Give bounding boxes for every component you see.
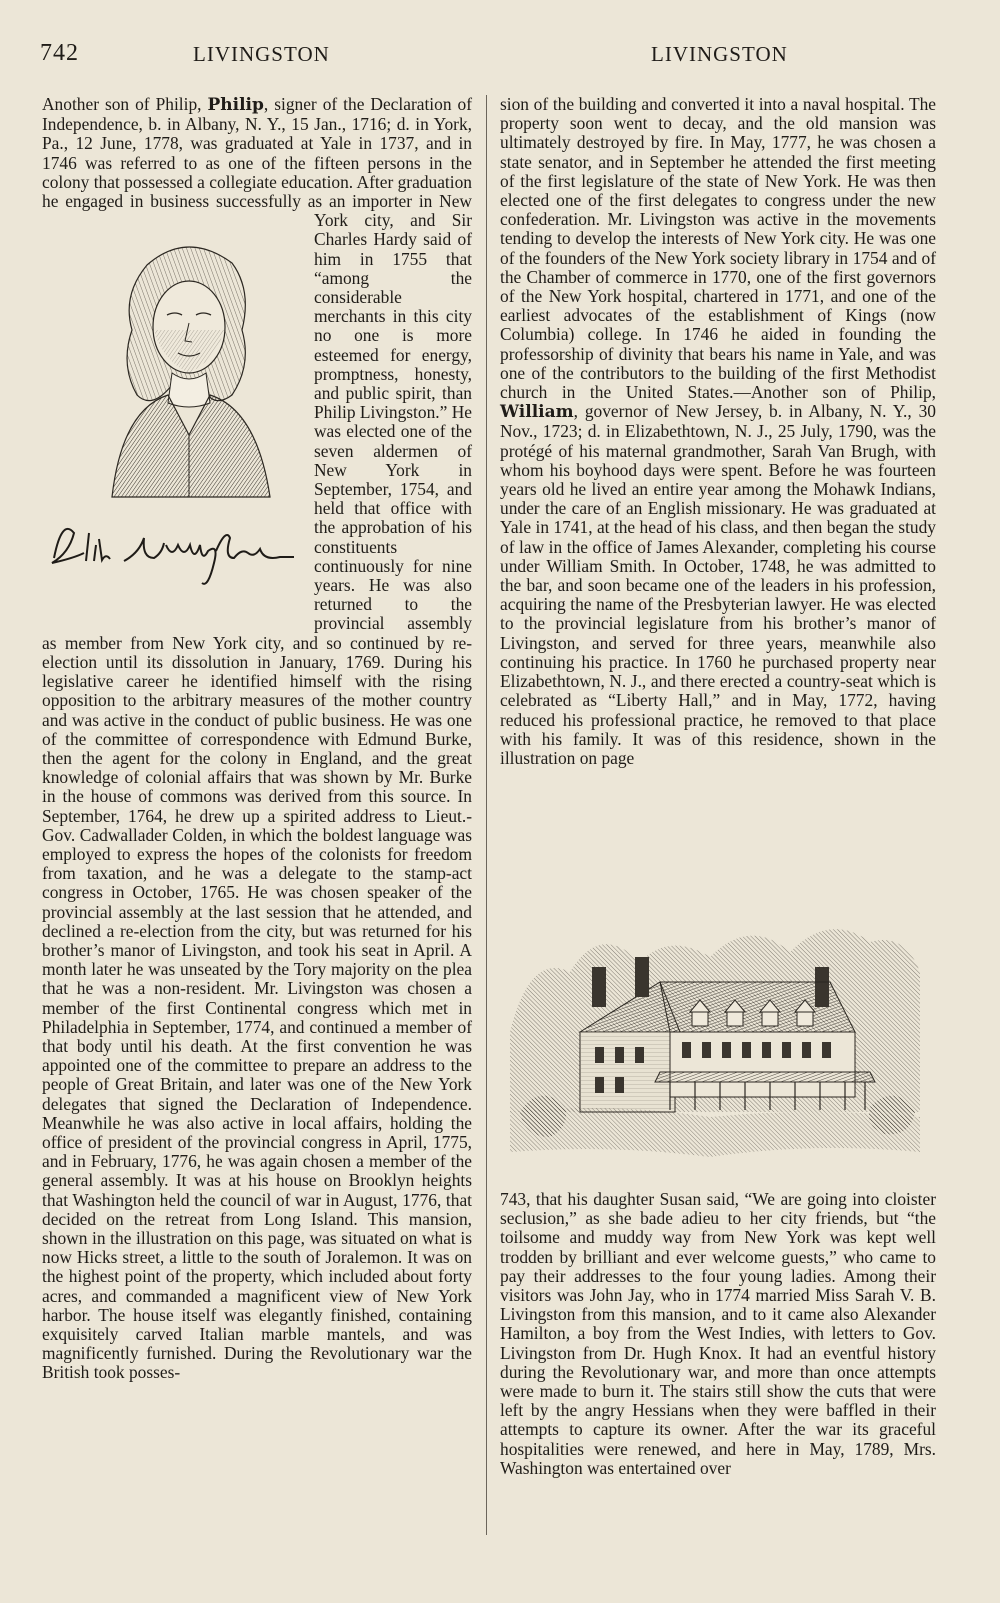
continuation-body: sion of the building and converted it into a naval hospital. The property soon went to decay, and the old mansion was ultimately destroyed by fire. In May, 1777, he was chosen a state senator, and in September he attended the first meeting of the first legislature of the state of New York. He was then elected one of the first delegates to congress under the new confederation. Mr. Livingston was active in the movements tending to develop the interests of New York city. He was one of the founders of the New York society library in 1754 and of the Chamber of commerce in 1770, one of the first governors of the New York hospital, chartered in 1771, and one of the earliest advocates of the establishment of Kings (now Columbia) college. In 1746 he aided in founding the professorship of divinity that bears his name in Yale, and was one of the contributors to the building of the first Methodist church in the United States.—Another son of Philip, bbox=[500, 94, 936, 403]
liberty-hall-paragraph: 743, that his daughter Susan said, “We are going into cloister seclusion,” as she bade adieu to her city friends, but “the toilsome and muddy way from New York was kept well trodden by brilliant and ever welcome guests,” who came to pay their addresses to the four young ladies. Among their visitors was John Jay, who in 1774 married Miss Sarah V. B. Livingston from this mansion, and to it came also Alexander Hamilton, a boy from the West Indies, with letters to Gov. Livingston from Dr. Hugh Knox. It had an eventful history during the Revolutionary war, and more than once attempts were made to burn it. The stairs still show the cuts that were left by the angry Hessians when they were baffled in their attempts to capture its owner. After the war its graceful hospitalities were renewed, and here in May, 1789, Mrs. Washington was entertained over bbox=[500, 1189, 936, 1478]
signature-icon bbox=[44, 513, 304, 593]
right-column-lower bbox=[500, 1190, 936, 1478]
page-number: 742 bbox=[40, 40, 79, 66]
entry-name-philip: Philip bbox=[207, 95, 264, 115]
running-head-right: LIVINGSTON bbox=[651, 42, 788, 66]
running-head-left: LIVINGSTON bbox=[193, 42, 330, 66]
portrait-figure bbox=[44, 213, 314, 613]
william-entry-body: , governor of New Jersey, b. in Albany, N. Y., 30 Nov., 1723; d. in Elizabethtown, N. J., 25 July, 1790, was the protégé of his maternal grandmother, Sarah Van Brugh, with whom his boyhood days were spent. Before he was fourteen years old he lived an entire year among the Mohawk Indians, under the care of an English missionary. He was graduated at Yale in 1741, at the head of his class, and then began the study of law in the office of James Alexander, completing his course under William Smith. In October, 1748, he was admitted to the bar, and soon became one of the leaders in his profession, acquiring the name of the Presbyterian lawyer. He was elected to the provincial legislature from his brother’s manor of Livingston, and served for three years, meanwhile also continuing his practice. In 1760 he purchased property near Elizabethtown, N. J., and there erected a country-seat which is celebrated as “Liberty Hall,” and in May, 1772, having reduced his professional practice, he removed to that place with his family. It was of this residence, shown in the illustration on page bbox=[500, 401, 936, 768]
column-divider bbox=[486, 95, 487, 1535]
country-house-engraving-icon bbox=[510, 912, 920, 1172]
engraved-portrait-icon bbox=[92, 235, 282, 505]
philip-continuation bbox=[500, 95, 936, 768]
entry-intro: Another son of Philip, bbox=[42, 94, 202, 114]
entry-name-william: William bbox=[500, 402, 574, 423]
entry-body: , signer of the Declaration of Independence, b. in Albany, N. Y., 15 Jan., 1716; d. in York, Pa., 12 June, 1778, was graduated at Yale in 1737, and in 1746 was referred to as one of the fifteen persons in the colony that possessed a collegiate education. After graduation he engaged in business successfully as an importer in New York city, and Sir Charles Hardy said of him in 1755 that “among the considerable merchants in this city no one is more esteemed for energy, promptness, honesty, and public spirit, than Philip Livingston.” He was elected one of the seven aldermen of New York in September, 1754, and held that office with the approbation of his constituents continuously for nine years. He was also returned to the provincial assembly as member from New York city, and so continued by re-election until its dissolution in January, 1769. During his legislative career he identified himself with the rising opposition to the arbitrary measures of the mother country and was active in the conduct of public business. He was one of the committee of correspondence with Edmund Burke, then the agent for the colony in England, and the great knowledge of colonial affairs that was shown by Mr. Burke in the house of commons was derived from this source. In September, 1764, he drew up a spirited address to Lieut.-Gov. Cadwallader Colden, in which the boldest language was employed to express the hopes of the colonists for freedom from taxation, and he was a delegate to the stamp-act congress in October, 1765. He was chosen speaker of the provincial assembly at the last session that he attended, and declined a re-election from the city, but was returned for his brother’s manor of Livingston, and took his seat in April. A month later he was unseated by the Tory majority on the plea that he was a non-resident. Mr. Livingston was chosen a member of the first Continental congress which met in Philadelphia in September, 1774, and continued a member of that body until his death. At the first convention he was appointed one of the committee to prepare an address to the people of Great Britain, and later was one of the New York delegates that signed the Declaration of Independence. Meanwhile he was also active in local affairs, holding the office of president of the provincial congress in April, 1775, and in February, 1776, he was again chosen a member of the general assembly. It was at his house on Brooklyn heights that Washington held the council of war in August, 1776, that decided on the retreat from Long Island. This mansion, shown in the illustration on this page, was situated on what is now Hicks street, a little to the south of Joralemon. It was on the highest point of the property, which included about forty acres, and commanded a magnificent view of New York harbor. The house itself was elegantly finished, containing exquisitely carved Italian marble mantels, and was magnificently furnished. During the Revolutionary war the British took posses- bbox=[42, 94, 472, 1383]
right-column bbox=[500, 95, 936, 768]
